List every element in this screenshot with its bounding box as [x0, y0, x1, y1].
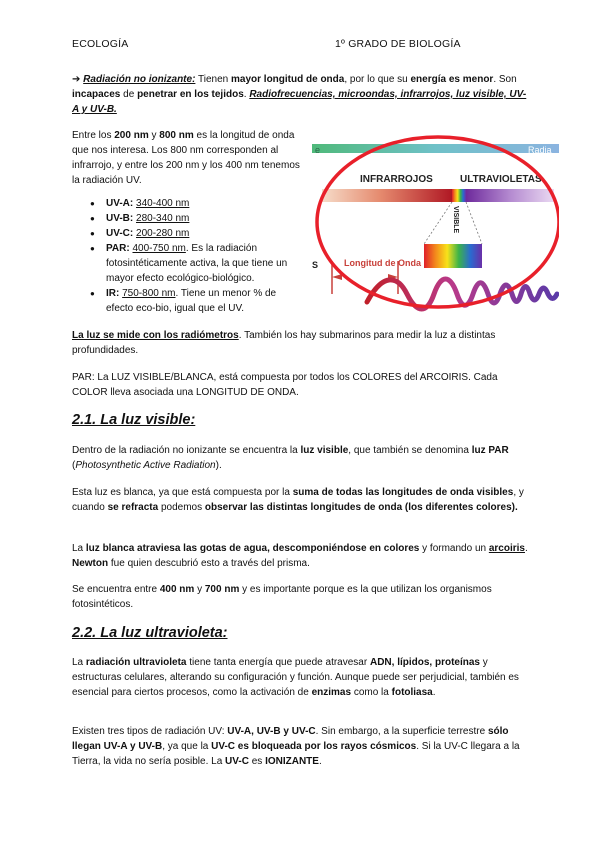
visible-band [452, 189, 466, 202]
top-left-label: e [315, 145, 321, 155]
ultraviolet-label: ULTRAVIOLETAS [460, 174, 542, 185]
side-label: S [312, 260, 319, 270]
list-item: ● UV-B: 280-340 nm [90, 211, 304, 226]
intro-paragraph: ➔ Radiación no ionizante: Tienen mayor longitud de onda, por lo que su energía es menor. Son incapaces de penetrar en los tejidos. Radiofrecuencias, microondas, infrarrojos, luz visible, UV-A y UV-B. [72, 74, 527, 115]
rainbow-paragraph: La luz blanca atraviesa las gotas de agua, descomponiéndose en colores y formando un arcoiris. Newton fue quien descubrió esto a través del prisma. [72, 543, 528, 569]
visible-intro-paragraph: Dentro de la radiación no ionizante se encuentra la luz visible, que también se denomina luz PAR (Photosynthetic Active Radiation). [72, 445, 509, 471]
arrow-icon: ➔ [72, 74, 84, 85]
infrared-band [322, 189, 452, 202]
infrared-label: INFRARROJOS [360, 174, 433, 185]
section-title-uv-light: 2.2. La luz ultravioleta: [72, 625, 228, 641]
list-item: ● UV-A: 340-400 nm [90, 196, 304, 211]
radiometer-paragraph: La luz se mide con los radiómetros. También los hay submarinos para medir la luz a distintas profundidades. [72, 330, 496, 356]
bands-list [72, 196, 304, 316]
list-item: ● IR: 750-800 nm. Tiene un menor % de efecto eco-bio, igual que el UV. [90, 286, 304, 316]
header-course: 1º GRADO DE BIOLOGÍA [335, 38, 461, 50]
radiation-band [312, 144, 559, 153]
list-item: ● PAR: 400-750 nm. Es la radiación fotosintéticamente activa, la que tiene un mayor efecto ecológico-biológico. [90, 241, 304, 286]
range-paragraph: Entre los 200 nm y 800 nm es la longitud de onda que nos interesa. Los 800 nm corresponden al infrarrojo, y entre los 200 nm y los 400 nm tenemos la radiación UV. [72, 130, 300, 186]
header-subject: ECOLOGÍA [72, 38, 129, 50]
wavelength-column [72, 128, 304, 316]
wavelength-label: Longitud de Onda [344, 258, 421, 268]
spectrum-diagram [312, 134, 559, 314]
visible-spectrum-expanded [424, 244, 482, 268]
white-light-paragraph: Esta luz es blanca, ya que está compuesta por la suma de todas las longitudes de onda visibles, y cuando se refracta podemos observar las distintas longitudes de onda (los diferentes colores). [72, 487, 524, 513]
uv-types-paragraph: Existen tres tipos de radiación UV: UV-A, UV-B y UV-C. Sin embargo, a la superficie terrestre sólo llegan UV-A y UV-B, ya que la UV-C es bloqueada por los rayos cósmicos. Si la UV-C llegara a la Tierra, la vida no sería posible. La UV-C es IONIZANTE. [72, 726, 520, 767]
par-paragraph: PAR: La LUZ VISIBLE/BLANCA, está compuesta por todos los COLORES del ARCOIRIS. Cada COLOR lleva asociada una LONGITUD DE ONDA. [72, 372, 498, 398]
top-right-label: Radia [528, 145, 552, 155]
spectrum-figure [312, 134, 559, 314]
photosynthesis-paragraph: Se encuentra entre 400 nm y 700 nm y es importante porque es la que utilizan los organismos fotosintéticos. [72, 584, 492, 610]
ultraviolet-band [466, 189, 554, 202]
uv-energy-paragraph: La radiación ultravioleta tiene tanta energía que puede atravesar ADN, lípidos, proteínas y estructuras celulares, alterando su configuración y función. Aunque puede ser perjudicial, también es esencial para ciertos procesos, como la activación de enzimas como la fotoliasa. [72, 657, 519, 698]
visible-label: VISIBLE [452, 206, 459, 234]
examples-list: Radiofrecuencias, microondas, infrarrojos, luz visible, UV-A y UV-B. [72, 89, 527, 115]
list-item: ● UV-C: 200-280 nm [90, 226, 304, 241]
term-radiacion-no-ionizante: Radiación no ionizante: [83, 74, 196, 85]
section-title-visible-light: 2.1. La luz visible: [72, 412, 196, 428]
